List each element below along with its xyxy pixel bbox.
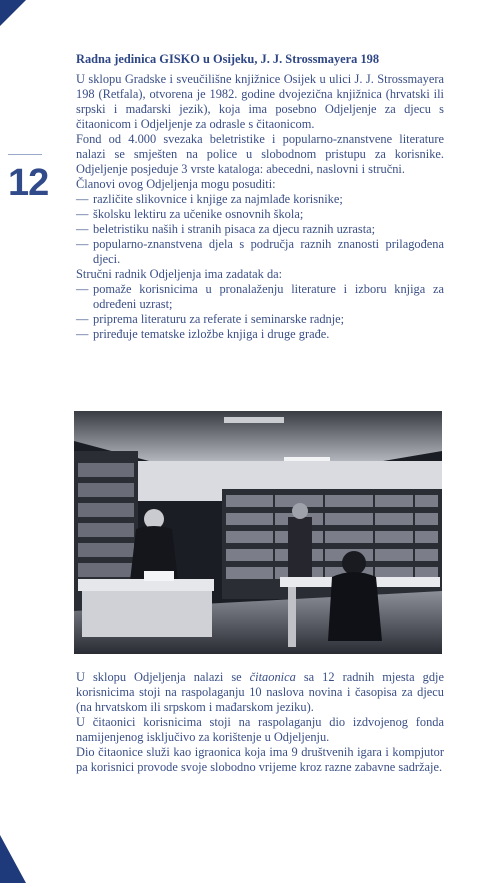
corner-triangle-bottom-icon	[0, 835, 26, 883]
list-item: — priređuje tematske izložbe knjiga i druge građe.	[76, 327, 444, 342]
paragraph-fond: Fond od 4.000 svezaka beletristike i popularno-znanstvene literature nalazi se smješten na police u slobodnom pristupu za korisnike. Odjeljenje posjeduje 3 vrste kataloga: abecedni, naslovni i stručni.	[76, 132, 444, 176]
borrow-list	[76, 192, 444, 267]
list-item: — beletristiku naših i stranih pisaca za djecu raznih uzrasta;	[76, 222, 444, 237]
paragraph-staff: Stručni radnik Odjeljenja ima zadatak da:	[76, 267, 283, 281]
lower-text-block	[76, 670, 444, 775]
reading-room-term: čitaonica	[249, 670, 296, 684]
section-heading: Radna jedinica GISKO u Osijeku, J. J. Strossmayera 198	[76, 52, 380, 66]
paragraph-playroom: Dio čitaonice služi kao igraonica koja ima 9 društvenih igara i kompjutor pa korisnici provode svoje slobodno vrijeme kroz razne zabavne sadržaje.	[76, 745, 444, 774]
library-photo	[74, 411, 442, 654]
paragraph-members: Članovi ovog Odjeljenja mogu posuditi:	[76, 177, 276, 191]
paragraph-reading-room	[76, 670, 444, 715]
text-span: U sklopu Odjeljenja nalazi se	[76, 670, 250, 684]
paragraph-intro: U sklopu Gradske i sveučilišne knjižnice Osijek u ulici J. J. Strossmayera 198 (Retfala), otvorena je 1982. godine dvojezična knjižnica (hrvatski ili srpski i mađarski jezik), koja ima posebno Odjeljenje za djecu s čitaonicom i Odjeljenje za odrasle s čitaonicom.	[76, 72, 444, 131]
list-item: — pomaže korisnicima u pronalaženju literature i izboru knjiga za određeni uzrast;	[76, 282, 444, 312]
list-item: — popularno-znanstvena djela s područja raznih znanosti prilagođena djeci.	[76, 237, 444, 267]
text-span: sa 12 radnih mjesta gdje korisnicima stoji na raspolaganju 10 naslova novina i časopisa za djecu (na hrvatskom ili srpskom i mađarskom jeziku).	[76, 670, 444, 714]
paragraph-fund: U čitaonici korisnicima stoji na raspolaganju dio izdvojenog fonda namijenjenog isključivo za korištenje u Odjeljenju.	[76, 715, 444, 744]
margin-rule	[8, 154, 42, 155]
staff-task-list	[76, 282, 444, 342]
list-item: — različite slikovnice i knjige za najmlađe korisnike;	[76, 192, 444, 207]
list-item: — školsku lektiru za učenike osnovnih škola;	[76, 207, 444, 222]
page-number: 12	[8, 162, 49, 204]
corner-triangle-top-icon	[0, 0, 26, 26]
upper-text-block	[76, 72, 444, 342]
list-item: — priprema literaturu za referate i seminarske radnje;	[76, 312, 444, 327]
